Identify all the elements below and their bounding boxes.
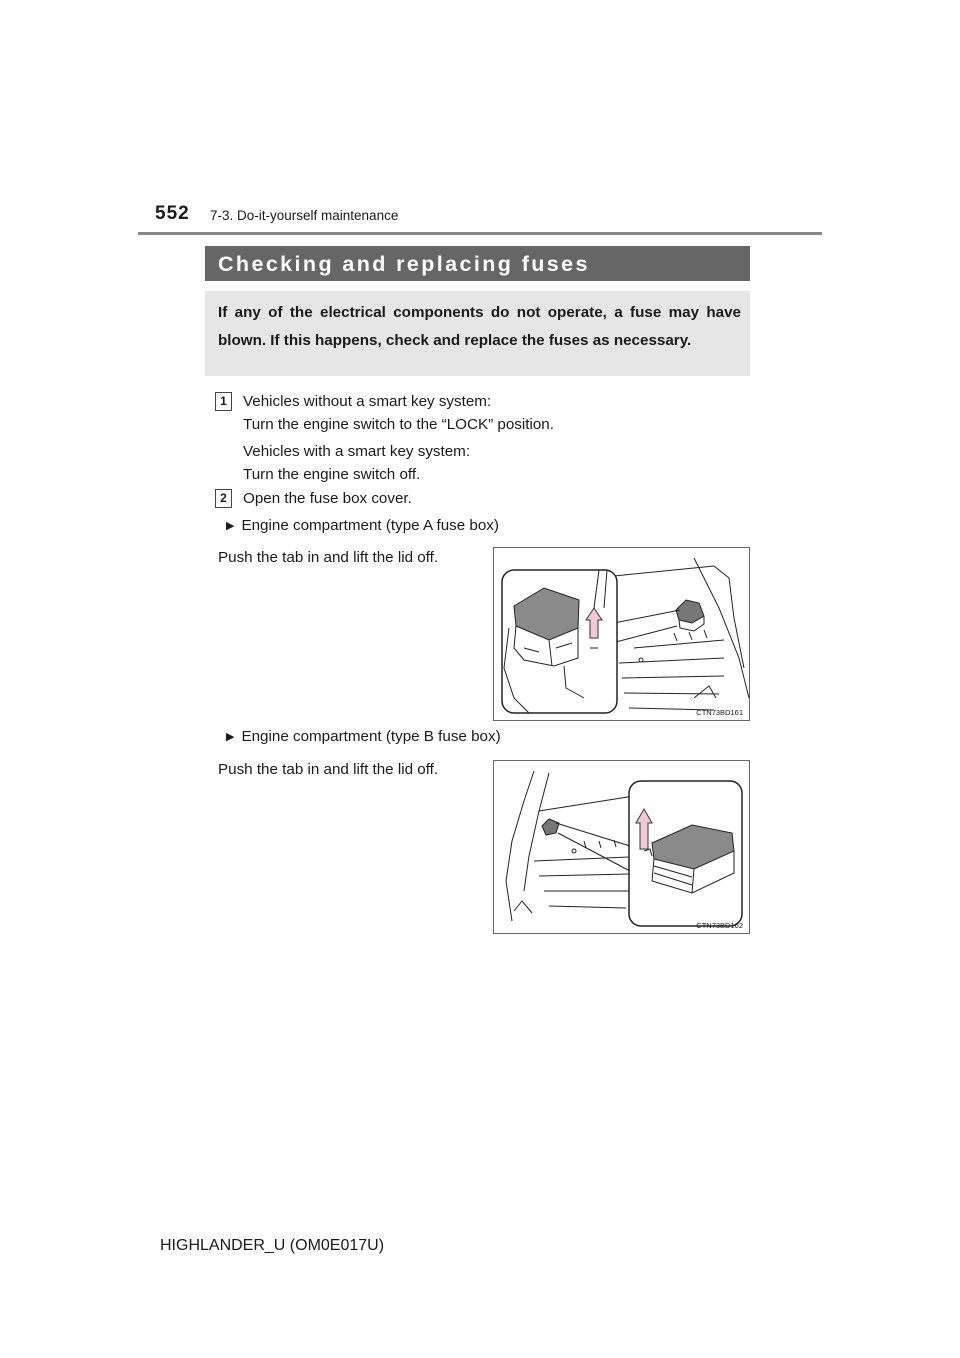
step-1-line-4: Turn the engine switch off.	[243, 466, 421, 483]
fuse-box-a-illustration	[493, 547, 750, 721]
fuse-box-b-illustration	[493, 760, 750, 934]
step-1-line-1: Vehicles without a smart key system:	[243, 393, 492, 410]
step-number-2: 2	[215, 489, 232, 508]
triangle-bullet-icon: ▶	[226, 520, 235, 532]
triangle-bullet-icon: ▶	[226, 731, 235, 743]
step-2-text: Open the fuse box cover.	[243, 490, 412, 507]
subsection-b-instruction: Push the tab in and lift the lid off.	[218, 761, 439, 778]
section-title: Checking and replacing fuses	[205, 246, 750, 281]
step-1-line-3: Vehicles with a smart key system:	[243, 443, 471, 460]
step-number-1: 1	[215, 392, 232, 411]
figure-code-a: CTN73BD161	[696, 708, 743, 717]
intro-note: If any of the electrical components do not operate, a fuse may have blown. If this happens, check and replace the fuses as necessary.	[205, 291, 750, 376]
subsection-a-heading: ▶ Engine compartment (type A fuse box)	[226, 517, 499, 534]
header-divider	[138, 232, 822, 235]
figure-code-b: CTN73BD162	[696, 921, 743, 930]
page-number: 552	[155, 203, 190, 224]
footer-model: HIGHLANDER_U (OM0E017U)	[160, 1237, 385, 1254]
step-1-line-2: Turn the engine switch to the “LOCK” position.	[243, 416, 554, 433]
subsection-b-heading: ▶ Engine compartment (type B fuse box)	[226, 728, 501, 745]
section-label: 7-3. Do-it-yourself maintenance	[210, 208, 399, 223]
subsection-a-instruction: Push the tab in and lift the lid off.	[218, 549, 439, 566]
